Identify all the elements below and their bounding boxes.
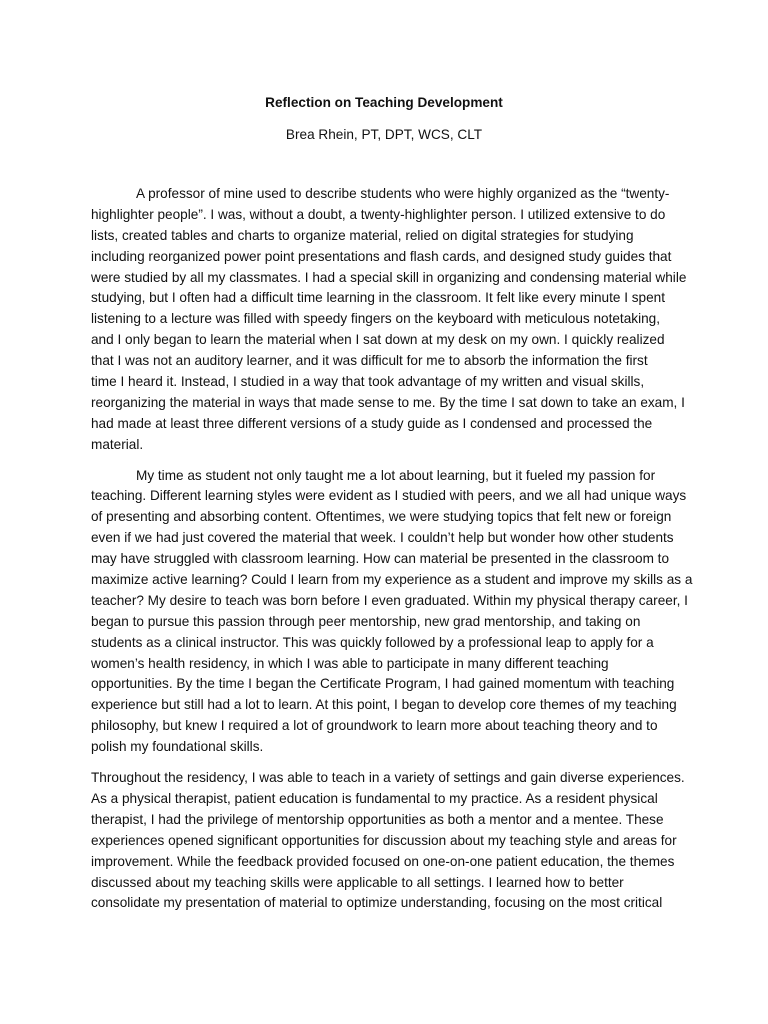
- document-body: [91, 184, 693, 924]
- paragraph-line: A professor of mine used to describe students who were highly organized as the “twenty-: [136, 186, 670, 201]
- paragraph-line: consolidate my presentation of material to optimize understanding, focusing on the most critical: [91, 895, 663, 911]
- paragraph-line: experiences opened significant opportunities for discussion about my teaching style and areas for: [91, 832, 677, 848]
- paragraph-line: philosophy, but knew I required a lot of groundwork to learn more about teaching theory and to: [91, 718, 658, 734]
- paragraph-line: teaching. Different learning styles were evident as I studied with peers, and we all had unique ways: [91, 488, 687, 504]
- paragraph-line: As a physical therapist, patient education is fundamental to my practice. As a resident physical: [91, 790, 658, 806]
- paragraph-line: polish my foundational skills.: [91, 739, 264, 755]
- paragraph-line: My time as student not only taught me a lot about learning, but it fueled my passion for: [136, 467, 656, 483]
- paragraph-line: of presenting and absorbing content. Oftentimes, we were studying topics that felt new or foreign: [91, 509, 672, 525]
- paragraph-line: discussed about my teaching skills were applicable to all settings. I learned how to better: [91, 874, 624, 890]
- paragraph-line: even if we had just covered the material that week. I couldn’t help but wonder how other students: [91, 530, 674, 546]
- paragraph-line: time I heard it. Instead, I studied in a way that took advantage of my written and visual skills,: [91, 374, 645, 390]
- paragraph-line: listening to a lecture was filled with speedy fingers on the keyboard with meticulous notetaking,: [91, 311, 660, 327]
- paragraph-line: lists, created tables and charts to organize material, relied on digital strategies for studying: [91, 227, 634, 243]
- paragraph-line: began to pursue this passion through peer mentorship, new grad mentorship, and taking on: [91, 613, 641, 629]
- paragraph-line: therapist, I had the privilege of mentorship opportunities as both a mentor and a mentee. These: [91, 811, 664, 827]
- paragraph-line: may have struggled with classroom learning. How can material be presented in the classroom to: [91, 551, 670, 567]
- paragraph-line: opportunities. By the time I began the Certificate Program, I had gained momentum with teaching: [91, 676, 675, 692]
- paragraph-line: teacher? My desire to teach was born before I even graduated. Within my physical therapy career, I: [91, 592, 688, 608]
- paragraph-line: improvement. While the feedback provided focused on one-on-one patient education, the themes: [91, 853, 675, 869]
- paragraph-line: women’s health residency, in which I was able to participate in many different teaching: [91, 655, 609, 671]
- paragraph-line: highlighter people”. I was, without a doubt, a twenty-highlighter person. I utilized extensive to do: [91, 206, 666, 222]
- paragraph-line: Throughout the residency, I was able to teach in a variety of settings and gain diverse experiences.: [91, 770, 685, 786]
- document-title: Reflection on Teaching Development: [265, 95, 503, 110]
- paragraph-line: had made at least three different versions of a study guide as I condensed and processed the: [91, 415, 653, 431]
- document-author: Brea Rhein, PT, DPT, WCS, CLT: [285, 127, 483, 142]
- paragraph-line: and I only began to learn the material when I sat down at my desk on my own. I quickly realized: [91, 332, 665, 348]
- paragraph-line: students as a clinical instructor. This was quickly followed by a professional leap to apply for a: [91, 634, 654, 650]
- paragraph-line: material.: [91, 436, 144, 452]
- paragraph-line: were studied by all my classmates. I had a special skill in organizing and condensing material while: [91, 269, 687, 285]
- paragraph-line: experience but still had a lot to learn. At this point, I began to develop core themes of my teaching: [91, 697, 677, 713]
- paragraph-line: maximize active learning? Could I learn from my experience as a student and improve my skills as a: [91, 572, 693, 588]
- paragraph-3: [91, 768, 685, 914]
- paragraph-line: reorganizing the material in ways that made sense to me. By the time I sat down to take an exam, I: [91, 394, 685, 410]
- paragraph-2: [91, 466, 693, 758]
- paragraph-line: including reorganized power point presentations and flash cards, and designed study guides that: [91, 248, 672, 264]
- paragraph-line: studying, but I often had a difficult time learning in the classroom. It felt like every minute I spent: [91, 290, 666, 306]
- paragraph-1: [91, 184, 687, 456]
- paragraph-line: that I was not an auditory learner, and it was difficult for me to absorb the information the first: [91, 353, 648, 369]
